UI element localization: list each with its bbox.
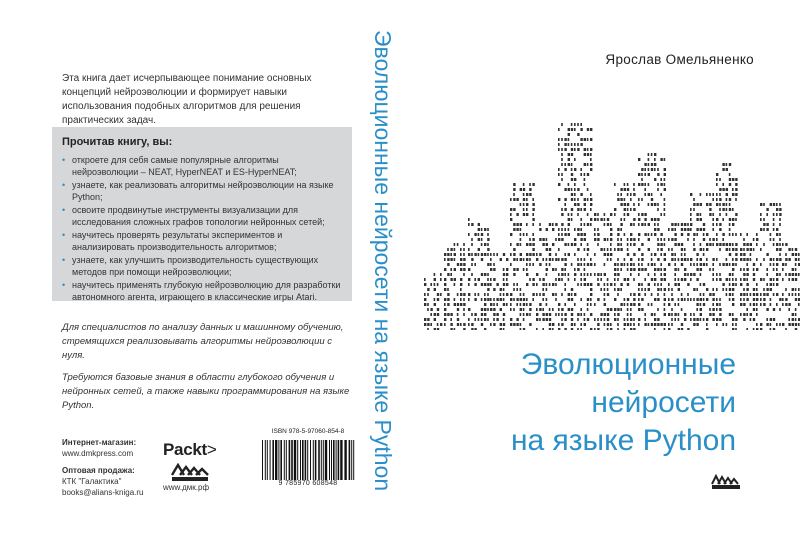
bullet-icon: • (62, 230, 66, 240)
barcode-bar (336, 440, 337, 480)
shop-info (62, 437, 144, 498)
barcode-bar (272, 440, 274, 480)
bullet-icon: • (62, 280, 66, 290)
barcode-bar (338, 440, 340, 480)
benefit-item (62, 255, 347, 278)
barcode-bar (267, 440, 268, 480)
barcode-bar (333, 440, 335, 480)
building (536, 223, 558, 330)
benefit-text: откроете для себя самые популярные алгоритмы нейроэволюции – NEAT, HyperNEAT и ES-HyperNEAT; (72, 155, 297, 177)
barcode-bar (270, 440, 271, 480)
isbn-block (256, 428, 360, 490)
wholesale-company: КТК "Галактика" (62, 477, 122, 486)
back-cover (0, 0, 360, 552)
wholesale-heading: Оптовая продажа: (62, 466, 135, 475)
bullet-icon: • (62, 180, 66, 190)
building (490, 253, 508, 330)
dmk-logo-icon (170, 463, 210, 483)
barcode-bar (286, 440, 287, 480)
benefit-text: узнаете, как реализовать алгоритмы нейроэволюции на языке Python; (72, 180, 334, 202)
barcode-bar (310, 440, 311, 480)
barcode-bar (280, 440, 282, 480)
barcode-bar (300, 440, 301, 480)
front-title (511, 346, 736, 460)
barcode-bar (353, 440, 354, 480)
author-name: Ярослав Омельяненко (605, 52, 754, 67)
barcode-bar (325, 440, 327, 480)
benefits-panel (52, 127, 352, 301)
packt-logo: Packt> (163, 440, 217, 459)
building (594, 213, 612, 330)
building (468, 218, 490, 330)
title-line-2: нейросети (591, 386, 736, 419)
benefit-text: научитесь проверять результаты экспериментов и анализировать производительность алгоритмов; (72, 230, 283, 252)
barcode-bar (302, 440, 304, 480)
building (760, 203, 782, 330)
barcode-bar (265, 440, 266, 480)
building (424, 273, 442, 330)
barcode-bar (294, 440, 296, 480)
building (782, 243, 800, 330)
benefits-list (62, 155, 347, 305)
intro-text: Эта книга дает исчерпывающее понимание основных концепций нейроэволюции и формирует навыки использования подобных алгоритмов для решения практических задач. (62, 73, 312, 126)
audience-text (62, 321, 352, 421)
spine (360, 0, 410, 552)
benefit-text: научитесь применять глубокую нейроэволюцию для разработки автономного агента, играющего в классические игры Atari. (72, 280, 341, 302)
barcode-bar (321, 440, 322, 480)
building (638, 153, 666, 330)
barcode-bar (278, 440, 279, 480)
dmk-logo-small-icon (710, 474, 742, 490)
barcode-bar (349, 440, 351, 480)
barcode-bar (313, 440, 314, 480)
barcode-bar (307, 440, 308, 480)
benefit-item (62, 205, 347, 228)
barcode-bar (291, 440, 293, 480)
benefit-item (62, 180, 347, 203)
building (690, 193, 715, 330)
building (740, 233, 758, 330)
building (668, 223, 690, 330)
audience-paragraph: Для специалистов по анализу данных и машинному обучению, стремящихся реализовывать алгоритмы нейроэволюции с нуля. (62, 322, 344, 361)
benefit-item (62, 230, 347, 253)
benefits-title: Прочитав книгу, вы: (62, 136, 173, 148)
barcode-digits: 9 785970 608548 (278, 480, 338, 487)
benefit-text: освоите продвинутые инструменты визуализации для исследования сложных графов топологии нейронных сетей; (72, 205, 325, 227)
barcode-bar (344, 440, 346, 480)
shop-url[interactable]: www.dmkpress.com (62, 449, 134, 458)
bullet-icon: • (62, 255, 66, 265)
dmk-url[interactable]: www.дмк.рф (163, 483, 210, 492)
shop-heading: Интернет-магазин: (62, 438, 137, 447)
benefit-text: узнаете, как улучшить производительность существующих методов при помощи нейроэволюции; (72, 255, 319, 277)
title-line-1: Эволюционные (520, 348, 736, 381)
bullet-icon: • (62, 205, 66, 215)
barcode-bar (305, 440, 307, 480)
bullet-icon: • (62, 155, 66, 165)
building (716, 163, 738, 330)
barcode-bar (262, 440, 263, 480)
barcode-bar (331, 440, 332, 480)
barcode-bar (329, 440, 330, 480)
barcode-bar (323, 440, 324, 480)
barcode-bar (284, 440, 285, 480)
requirements-paragraph: Требуются базовые знания в области глубокого обучения и нейронных сетей, а также навыки программирования на языке Python. (62, 372, 350, 411)
barcode-bar (315, 440, 317, 480)
barcode-bar (340, 440, 342, 480)
barcode-bar (275, 440, 277, 480)
title-line-3: на языке Python (510, 424, 736, 457)
building (614, 183, 636, 330)
barcode-bar (297, 440, 298, 480)
benefit-item (62, 155, 347, 178)
barcode (260, 440, 356, 480)
spine-title: Эволюционные нейросети на языке Python (370, 30, 396, 492)
barcode-bar (318, 440, 320, 480)
wholesale-email[interactable]: books@alians-kniga.ru (62, 488, 144, 497)
benefit-item (62, 280, 347, 303)
building (510, 183, 535, 330)
barcode-bar (351, 440, 352, 480)
building (444, 243, 466, 330)
barcode-bar (289, 440, 291, 480)
city-illustration (424, 120, 800, 330)
front-cover (410, 0, 800, 552)
isbn-text: ISBN 978-5-97060-854-8 (271, 428, 345, 435)
building (558, 123, 592, 330)
